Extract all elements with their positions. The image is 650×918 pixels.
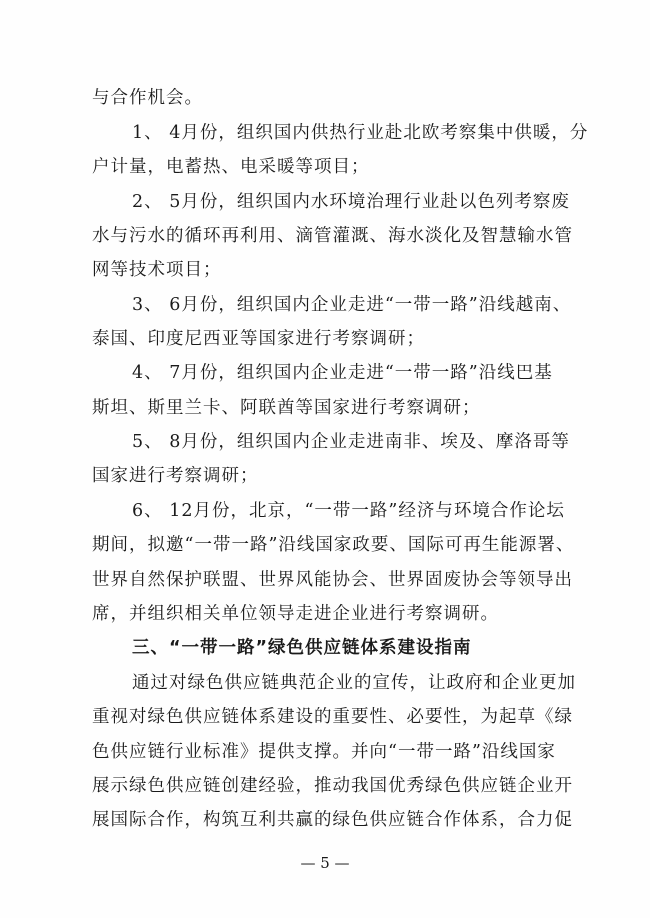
list-item-3-line: 3、 6月份，组织国内企业走进“一带一路”沿线越南、 [132, 295, 572, 315]
paragraph-line: 与合作机会。 [92, 88, 203, 108]
section-heading: 三、“一带一路”绿色供应链体系建设指南 [132, 638, 472, 658]
list-item-2-line: 水与污水的循环再利用、滴管灌溉、海水淡化及智慧输水管 [92, 226, 573, 246]
paragraph-line: 展示绿色供应链创建经验，推动我国优秀绿色供应链企业开 [92, 776, 573, 796]
list-item-6-line: 世界自然保护联盟、世界风能协会、世界固废协会等领导出 [92, 570, 573, 590]
list-item-1-line: 户计量，电蓄热、电采暖等项目； [92, 157, 370, 177]
list-item-4-line: 4、 7月份，组织国内企业走进“一带一路”沿线巴基 [132, 363, 553, 383]
paragraph-line: 通过对绿色供应链典范企业的宣传，让政府和企业更加 [132, 673, 576, 693]
page-number: — 5 — [300, 854, 350, 872]
list-item-6-line: 席，并组织相关单位领导走进企业进行考察调研。 [92, 604, 499, 624]
list-item-6-line: 期间，拟邀“一带一路”沿线国家政要、国际可再生能源署、 [92, 535, 575, 555]
list-item-3-line: 泰国、印度尼西亚等国家进行考察调研； [92, 329, 425, 349]
list-item-5-line: 国家进行考察调研； [92, 466, 259, 486]
list-item-2-line: 2、 5月份，组织国内水环境治理行业赴以色列考察废 [132, 192, 570, 212]
list-item-6-line: 6、 12月份，北京，“一带一路”经济与环境合作论坛 [132, 501, 565, 521]
paragraph-line: 色供应链行业标准》提供支撑。并向“一带一路”沿线国家 [92, 742, 556, 762]
list-item-2-line: 网等技术项目； [92, 260, 222, 280]
list-item-1-line: 1、 4月份，组织国内供热行业赴北欧考察集中供暖，分 [132, 123, 589, 143]
paragraph-line: 展国际合作，构筑互利共赢的绿色供应链合作体系，合力促 [92, 810, 573, 830]
list-item-5-line: 5、 8月份，组织国内企业走进南非、埃及、摩洛哥等 [132, 432, 570, 452]
list-item-4-line: 斯坦、斯里兰卡、阿联酋等国家进行考察调研； [92, 398, 481, 418]
paragraph-line: 重视对绿色供应链体系建设的重要性、必要性，为起草《绿 [92, 707, 573, 727]
